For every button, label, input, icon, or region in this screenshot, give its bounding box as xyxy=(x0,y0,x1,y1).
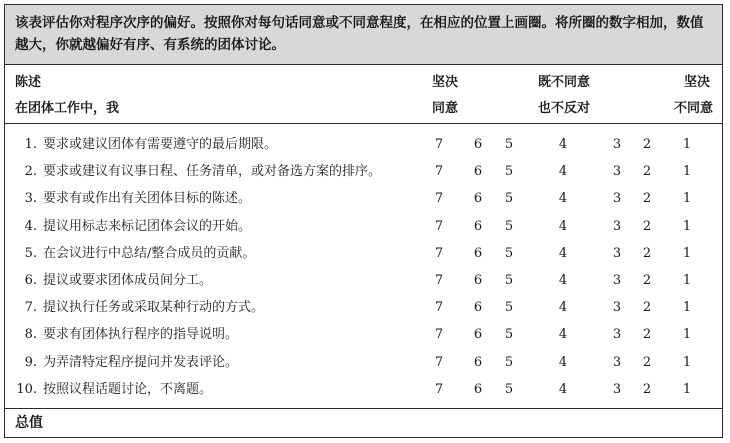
rating-option-1[interactable]: 1 xyxy=(682,354,692,370)
rating-option-2[interactable]: 2 xyxy=(642,381,652,397)
rating-option-4[interactable]: 4 xyxy=(558,327,568,343)
total-divider xyxy=(5,408,722,409)
statement-number: 6. xyxy=(24,273,37,288)
rating-option-7[interactable]: 7 xyxy=(434,218,444,234)
rating-option-2[interactable]: 2 xyxy=(642,300,652,316)
rating-option-5[interactable]: 5 xyxy=(504,164,514,180)
rating-option-6[interactable]: 6 xyxy=(473,137,483,152)
rating-option-1[interactable]: 1 xyxy=(682,218,692,234)
rating-option-3[interactable]: 3 xyxy=(612,327,622,343)
rating-option-7[interactable]: 7 xyxy=(434,327,444,343)
statement-text: 提议用标志来标记团体会议的开始。 xyxy=(43,218,252,234)
rating-option-7[interactable]: 7 xyxy=(434,191,444,207)
statement-number: 1. xyxy=(24,137,37,152)
rating-option-5[interactable]: 5 xyxy=(504,327,514,343)
rating-option-6[interactable]: 6 xyxy=(473,245,483,261)
rating-option-2[interactable]: 2 xyxy=(642,245,652,261)
rating-option-1[interactable]: 1 xyxy=(682,164,692,180)
rating-option-6[interactable]: 6 xyxy=(473,327,483,343)
header-statement: 陈述 xyxy=(15,75,42,90)
rating-option-5[interactable]: 5 xyxy=(504,245,514,261)
statement-number: 4. xyxy=(24,218,37,234)
statement-row xyxy=(5,213,722,240)
rating-option-2[interactable]: 2 xyxy=(642,137,652,152)
header-divider xyxy=(5,123,722,124)
statement-row xyxy=(5,376,722,403)
header-strongly-agree-sub: 同意 xyxy=(432,101,459,116)
rating-option-6[interactable]: 6 xyxy=(473,354,483,370)
statement-number: 8. xyxy=(24,327,37,343)
header-neutral: 既不同意 xyxy=(538,75,591,90)
statement-text: 按照议程话题讨论，不离题。 xyxy=(43,381,213,397)
statement-row xyxy=(5,131,722,158)
rating-option-4[interactable]: 4 xyxy=(558,218,568,234)
rating-option-1[interactable]: 1 xyxy=(682,327,692,343)
survey-table xyxy=(4,4,723,438)
statement-number: 3. xyxy=(24,191,37,207)
rating-option-6[interactable]: 6 xyxy=(473,273,483,288)
rating-option-6[interactable]: 6 xyxy=(473,381,483,397)
rating-option-2[interactable]: 2 xyxy=(642,218,652,234)
rating-option-2[interactable]: 2 xyxy=(642,327,652,343)
statement-text: 在会议进行中总结/整合成员的贡献。 xyxy=(43,245,256,261)
rating-option-6[interactable]: 6 xyxy=(473,300,483,316)
rating-option-1[interactable]: 1 xyxy=(682,381,692,397)
rating-option-6[interactable]: 6 xyxy=(473,191,483,207)
rating-option-3[interactable]: 3 xyxy=(612,273,622,288)
rating-option-4[interactable]: 4 xyxy=(558,164,568,180)
header-strongly-agree: 坚决 xyxy=(432,75,459,90)
statement-row xyxy=(5,294,722,321)
rating-option-7[interactable]: 7 xyxy=(434,245,444,261)
rating-option-1[interactable]: 1 xyxy=(682,191,692,207)
total-label: 总值 xyxy=(15,415,43,431)
rating-option-5[interactable]: 5 xyxy=(504,300,514,316)
rating-option-3[interactable]: 3 xyxy=(612,191,622,207)
statement-row xyxy=(5,185,722,212)
rating-option-2[interactable]: 2 xyxy=(642,164,652,180)
statement-text: 要求或建议团体有需要遵守的最后期限。 xyxy=(43,137,278,152)
statement-row xyxy=(5,321,722,348)
rating-option-7[interactable]: 7 xyxy=(434,137,444,152)
rating-option-6[interactable]: 6 xyxy=(473,164,483,180)
rating-option-4[interactable]: 4 xyxy=(558,137,568,152)
statement-text: 要求或建议有议事日程、任务清单，或对备选方案的排序。 xyxy=(43,164,382,180)
rating-option-2[interactable]: 2 xyxy=(642,354,652,370)
header-neutral-sub: 也不反对 xyxy=(538,101,591,116)
statement-number: 7. xyxy=(24,300,37,316)
rating-option-5[interactable]: 5 xyxy=(504,137,514,152)
rating-option-1[interactable]: 1 xyxy=(682,273,692,288)
rating-option-4[interactable]: 4 xyxy=(558,300,568,316)
rating-option-2[interactable]: 2 xyxy=(642,191,652,207)
rating-option-3[interactable]: 3 xyxy=(612,245,622,261)
rating-option-5[interactable]: 5 xyxy=(504,218,514,234)
rating-option-3[interactable]: 3 xyxy=(612,137,622,152)
statement-text: 为弄清特定程序提问并发表评论。 xyxy=(43,354,239,370)
rating-option-4[interactable]: 4 xyxy=(558,245,568,261)
rating-option-6[interactable]: 6 xyxy=(473,218,483,234)
rating-option-5[interactable]: 5 xyxy=(504,381,514,397)
rating-option-3[interactable]: 3 xyxy=(612,381,622,397)
rating-option-3[interactable]: 3 xyxy=(612,164,622,180)
rating-option-5[interactable]: 5 xyxy=(504,273,514,288)
rating-option-3[interactable]: 3 xyxy=(612,354,622,370)
statement-text: 要求有团体执行程序的指导说明。 xyxy=(43,327,239,343)
statement-text: 提议执行任务或采取某种行动的方式。 xyxy=(43,300,265,316)
rating-option-5[interactable]: 5 xyxy=(504,191,514,207)
statement-row xyxy=(5,267,722,294)
rating-option-7[interactable]: 7 xyxy=(434,273,444,288)
rating-option-3[interactable]: 3 xyxy=(612,218,622,234)
rating-option-7[interactable]: 7 xyxy=(434,381,444,397)
statement-row xyxy=(5,240,722,267)
rating-option-7[interactable]: 7 xyxy=(434,300,444,316)
rating-option-4[interactable]: 4 xyxy=(558,381,568,397)
rating-option-2[interactable]: 2 xyxy=(642,273,652,288)
rating-option-4[interactable]: 4 xyxy=(558,273,568,288)
header-strongly-disagree: 坚决 xyxy=(684,75,711,90)
instructions-text: 该表评估你对程序次序的偏好。按照你对每句话同意或不同意程度，在相应的位置上画圈。将所圈的数字相加，数值越大，你就越偏好有序、有系统的团体讨论。 xyxy=(5,5,722,65)
rating-option-7[interactable]: 7 xyxy=(434,164,444,180)
statement-text: 提议或要求团体成员间分工。 xyxy=(43,273,213,288)
rating-option-7[interactable]: 7 xyxy=(434,354,444,370)
header-statement-sub: 在团体工作中，我 xyxy=(15,101,120,116)
rating-option-4[interactable]: 4 xyxy=(558,191,568,207)
statement-text: 要求有或作出有关团体目标的陈述。 xyxy=(43,191,252,207)
rating-option-5[interactable]: 5 xyxy=(504,354,514,370)
header-strongly-disagree-sub: 不同意 xyxy=(674,101,714,116)
statement-number: 5. xyxy=(24,245,37,261)
rating-option-1[interactable]: 1 xyxy=(682,137,692,152)
rating-option-1[interactable]: 1 xyxy=(682,245,692,261)
statement-number: 2. xyxy=(24,164,37,180)
statement-row xyxy=(5,158,722,185)
statement-number: 9. xyxy=(24,354,37,370)
rating-option-4[interactable]: 4 xyxy=(558,354,568,370)
statement-row xyxy=(5,349,722,376)
rating-option-3[interactable]: 3 xyxy=(612,300,622,316)
rating-option-1[interactable]: 1 xyxy=(682,300,692,316)
statement-number: 10. xyxy=(16,381,37,397)
